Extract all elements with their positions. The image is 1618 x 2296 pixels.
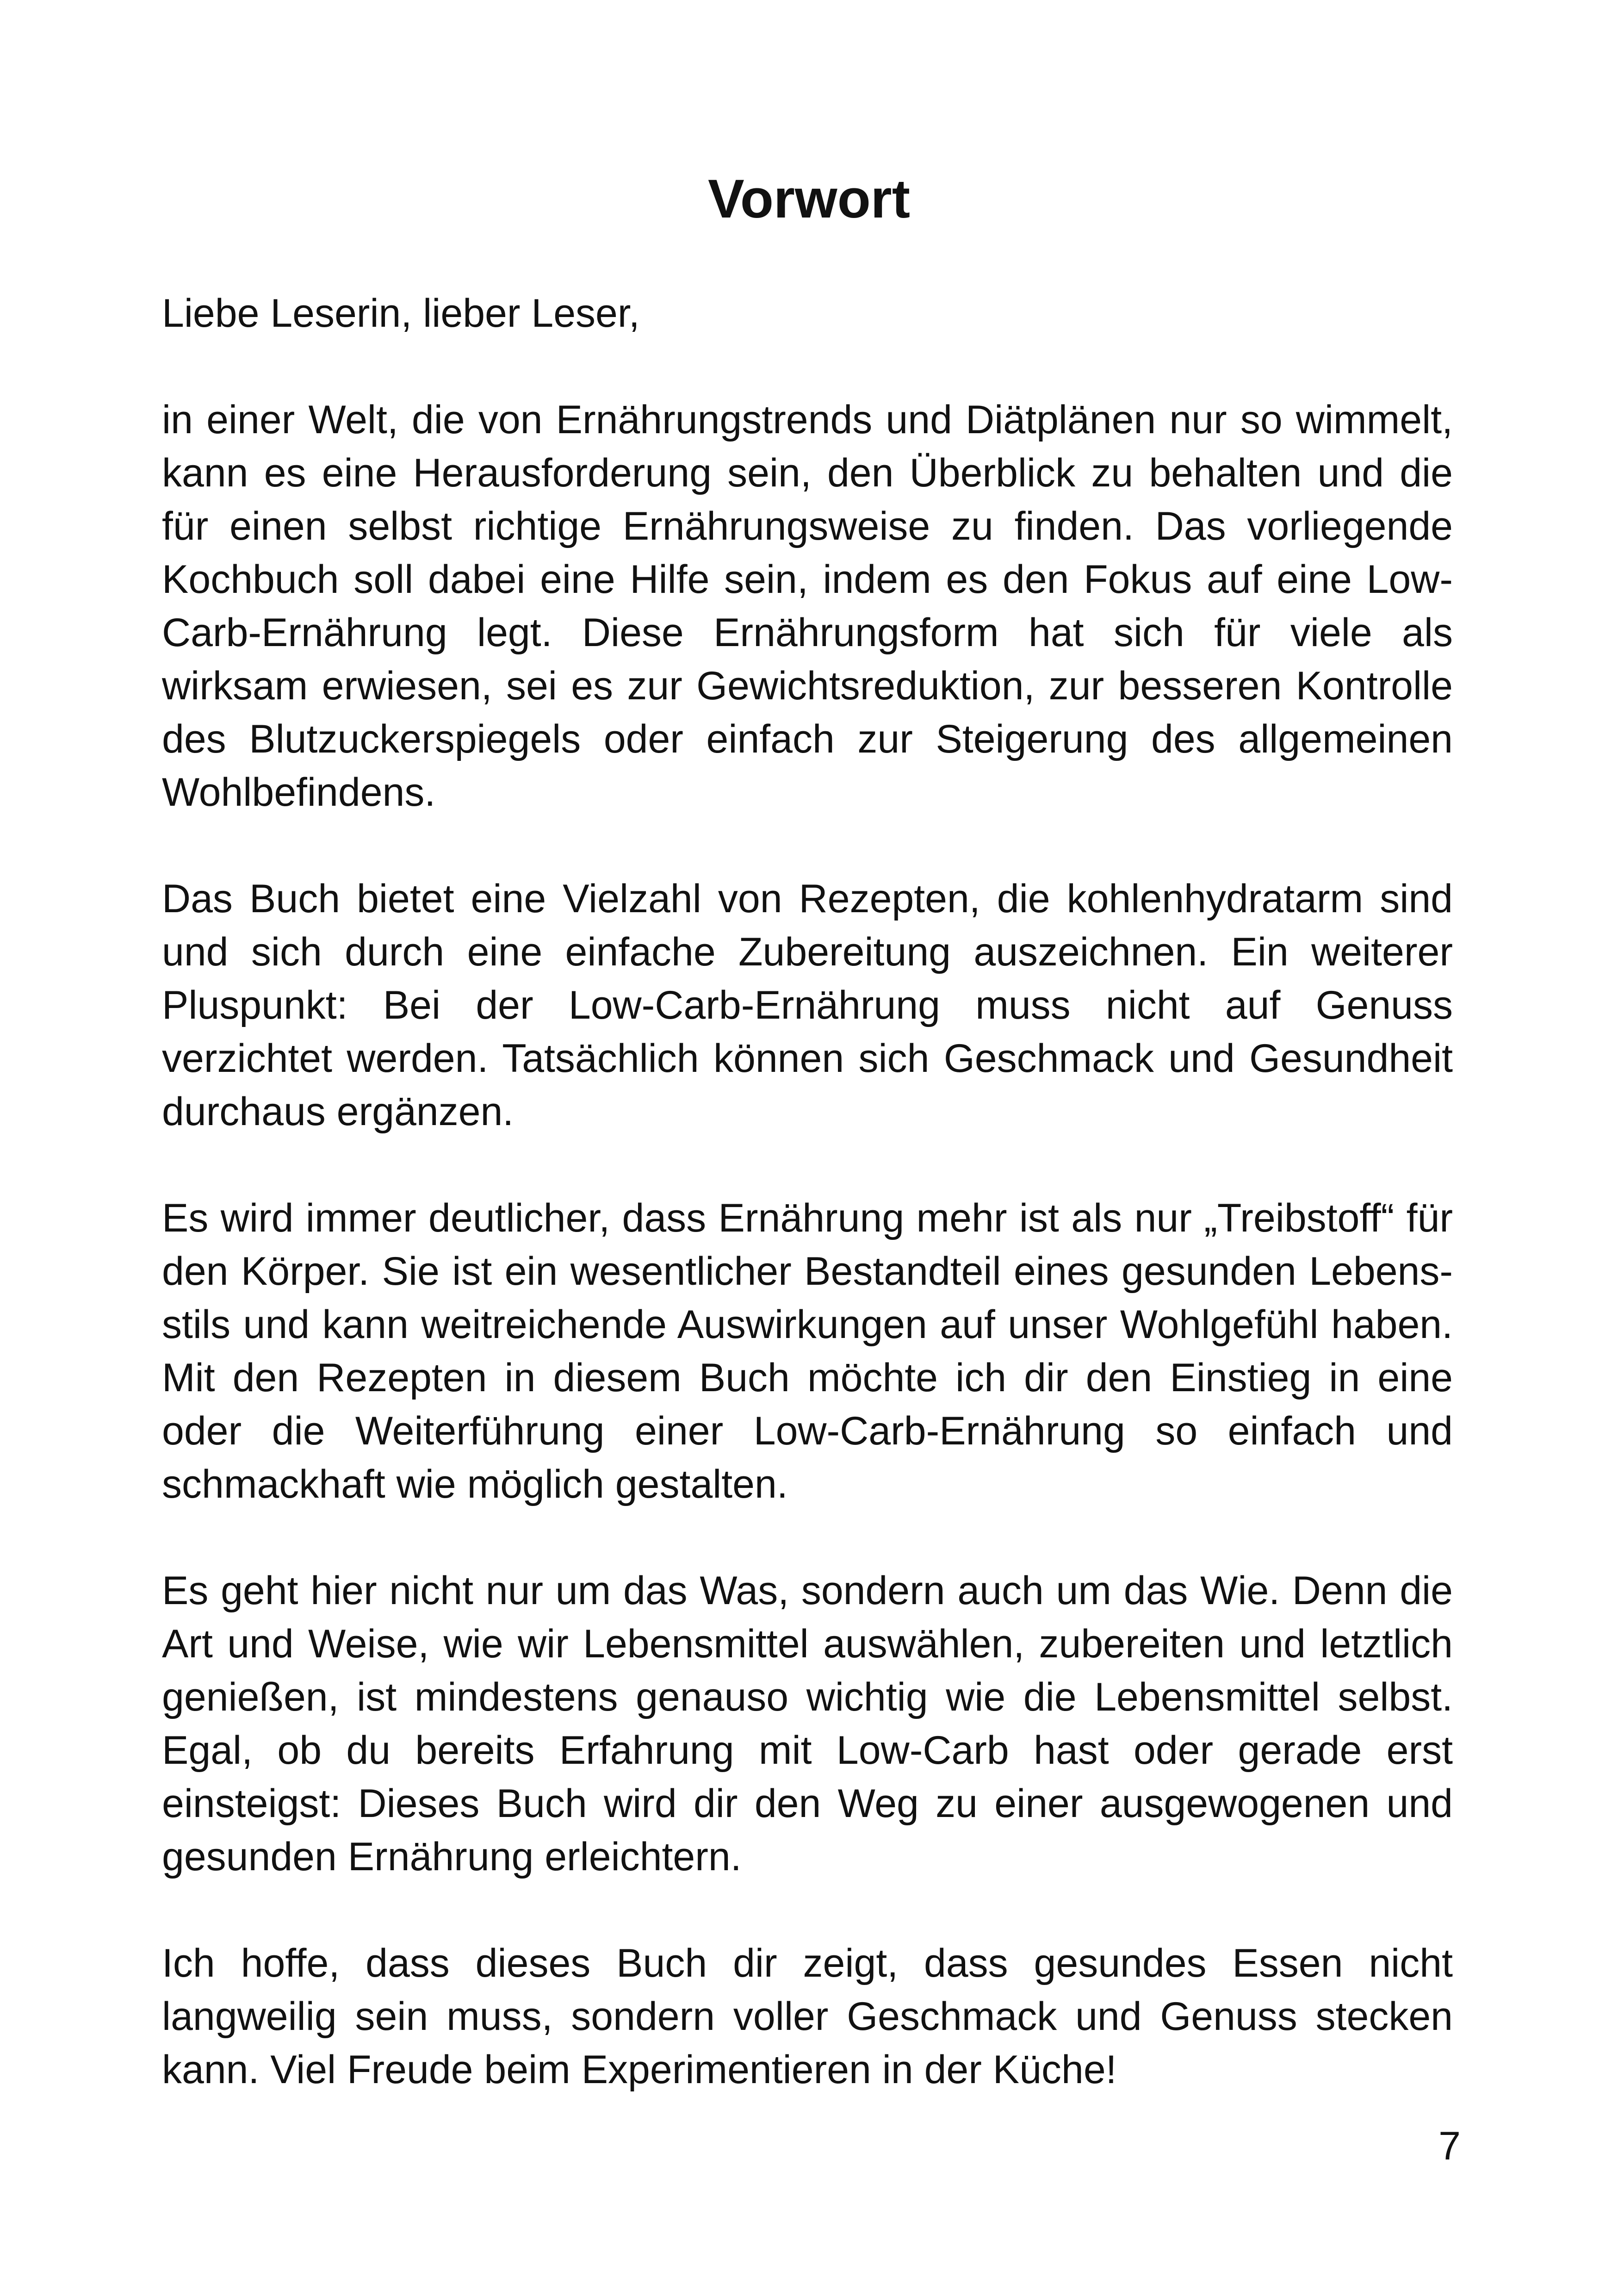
paragraph-2: Das Buch bietet eine Vielzahl von Rezepten, die kohlenhydratarm sind und sich durch eine einfache Zubereitung auszeichnen. Ein weiterer Pluspunkt: Bei der Low-Carb-Ernährung muss nicht auf Genuss verzichtet werden. Tatsächlich können sich Geschmack und Gesundheit durchaus ergänzen. (162, 877, 1453, 1134)
paragraph-3: Es wird immer deutlicher, dass Ernährung mehr ist als nur „Treibstoff“ für den Körper. Sie ist ein wesentlicher Bestandteil eines gesunden Lebensstils und kann weitreichende Auswirkungen auf unser Wohlgefühl haben. Mit den Rezepten in diesem Buch möchte ich dir den Einstieg in eine oder die Weiterführung einer Low-Carb-Ernährung so einfach und schmackhaft wie möglich gestalten. (162, 1196, 1453, 1506)
salutation: Liebe Leserin, lieber Leser, (162, 291, 640, 336)
paragraph-4: Es geht hier nicht nur um das Was, sondern auch um das Wie. Denn die Art und Weise, wie wir Lebensmittel auswählen, zubereiten und letztlich genießen, ist mindestens genauso wichtig wie die Lebensmittel selbst. Egal, ob du bereits Erfahrung mit Low-Carb hast oder gerade erst einsteigst: Dieses Buch wird dir den Weg zu einer ausgewogenen und gesunden Ernährung erleichtern. (162, 1568, 1453, 1879)
page-title: Vorwort (707, 168, 911, 230)
paragraph-5: Ich hoffe, dass dieses Buch dir zeigt, dass gesundes Essen nicht langweilig sein muss, sondern voller Geschmack und Genuss stecken kann. Viel Freude beim Experimentieren in der Küche! (162, 1941, 1453, 2092)
paragraph-1: in einer Welt, die von Ernährungstrends und Diätplänen nur so wimmelt, kann es eine Herausforderung sein, den Überblick zu behalten und die für einen selbst richtige Ernährungsweise zu finden. Das vorliegende Kochbuch soll dabei eine Hilfe sein, indem es den Fokus auf eine Low-Carb-Ernährung legt. Diese Ernährungsform hat sich für viele als wirksam erwiesen, sei es zur Gewichtsreduktion, zur besseren Kontrolle des Blutzuckerspiegels oder einfach zur Steigerung des allgemeinen Wohlbefindens. (162, 398, 1453, 815)
page-number: 7 (1438, 2124, 1461, 2168)
body-text (162, 287, 1453, 2097)
